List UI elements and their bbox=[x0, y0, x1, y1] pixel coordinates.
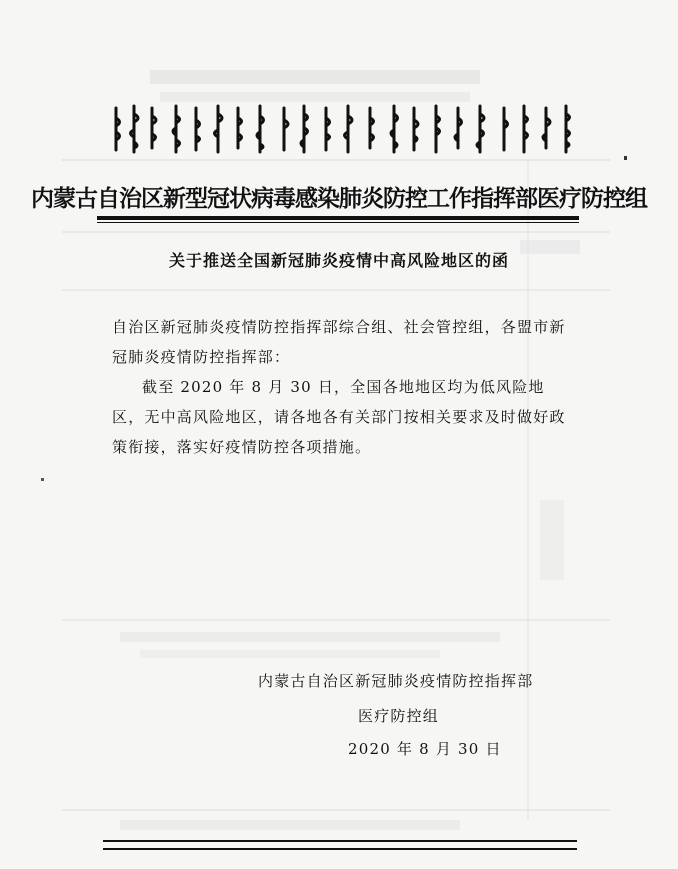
recipients-paragraph: 自治区新冠肺炎疫情防控指挥部综合组、社会管控组，各盟市新冠肺炎疫情防控指挥部： bbox=[112, 318, 566, 366]
main-paragraph: 截至 2020 年 8 月 30 日，全国各地地区均为低风险地区，无中高风险地区，请各地各有关部门按相关要求及时做好政策衔接，落实好疫情防控各项措施。 bbox=[112, 378, 566, 456]
footer-rule-bottom bbox=[103, 848, 577, 850]
footer-rule-top bbox=[103, 840, 577, 842]
scan-speck bbox=[624, 156, 627, 160]
header-thick-rule bbox=[97, 216, 579, 220]
signature-date: 2020 年 8 月 30 日 bbox=[348, 740, 502, 758]
header-thin-rule bbox=[97, 222, 579, 223]
org-header-title: 内蒙古自治区新型冠状病毒感染肺炎防控工作指挥部医疗防控组 bbox=[31, 186, 647, 211]
mongolian-script-glyphs bbox=[108, 100, 576, 162]
signature-org-line2: 医疗防控组 bbox=[358, 707, 440, 725]
mongolian-header bbox=[108, 100, 576, 162]
signature-org-line1: 内蒙古自治区新冠肺炎疫情防控指挥部 bbox=[258, 672, 534, 690]
letter-body bbox=[112, 312, 572, 462]
scan-speck bbox=[41, 478, 44, 481]
letter-subject: 关于推送全国新冠肺炎疫情中高风险地区的函 bbox=[168, 251, 509, 270]
